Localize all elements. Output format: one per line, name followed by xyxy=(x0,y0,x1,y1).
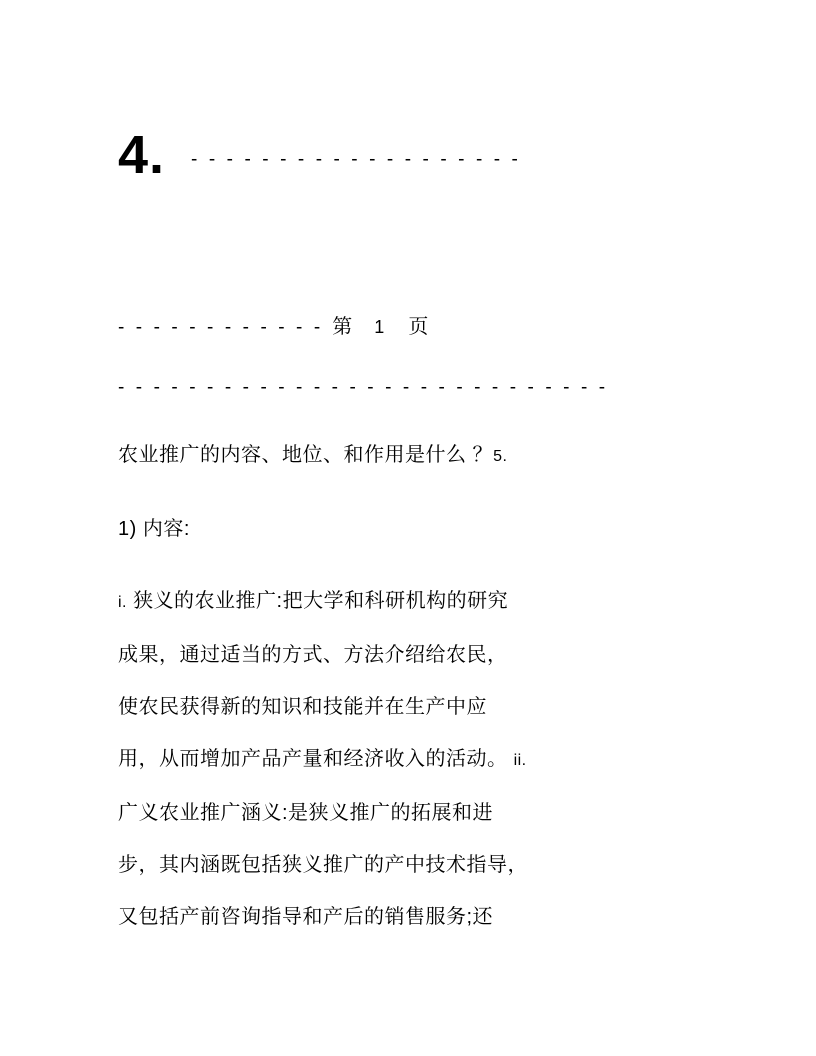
section-divider: - - - - - - - - - - - - - - - - - - - - - - - - - - - - xyxy=(118,377,609,398)
content-item-1-label: 1) 内容: xyxy=(118,518,190,540)
sub-item-i-line-4: 用，从而增加产品产量和经济收入的活动。 xyxy=(118,748,508,770)
page-marker xyxy=(118,310,698,339)
heading-number: 4. xyxy=(118,125,166,185)
question-paragraph xyxy=(118,429,678,483)
page-number: 1 xyxy=(374,317,385,337)
sub-item-ii-line-2: 步，其内涵既包括狭义推广的产中技术指导， xyxy=(118,854,528,876)
content-item-1 xyxy=(118,503,678,555)
heading-row xyxy=(118,110,698,200)
page-marker-leading-dashes: - - - - - - - - - - - - xyxy=(118,317,324,338)
sub-item-ii xyxy=(118,787,678,943)
sub-item-i xyxy=(118,575,678,787)
sub-item-ii-label: ii. xyxy=(513,752,527,769)
document-content xyxy=(118,110,698,943)
page-marker-prefix: 第 xyxy=(332,316,353,338)
sub-item-i-line-1: 狭义的农业推广:把大学和科研机构的研究 xyxy=(133,590,509,612)
question-tail: 5. xyxy=(493,448,508,465)
sub-item-i-line-2: 成果，通过适当的方式、方法介绍给农民， xyxy=(118,644,508,666)
sub-item-i-label: i. xyxy=(118,594,127,611)
sub-item-ii-line-3: 又包括产前咨询指导和产后的销售服务;还 xyxy=(118,906,494,928)
sub-item-ii-line-1: 广义农业推广涵义:是狭义推广的拓展和进 xyxy=(118,802,494,824)
question-text: 农业推广的内容、地位、和作用是什么 ？ xyxy=(118,444,494,466)
page-marker-suffix: 页 xyxy=(408,316,429,338)
heading-dash-rule: - - - - - - - - - - - - - - - - - - - xyxy=(191,149,521,170)
sub-item-i-line-3: 使农民获得新的知识和技能并在生产中应 xyxy=(118,696,487,718)
